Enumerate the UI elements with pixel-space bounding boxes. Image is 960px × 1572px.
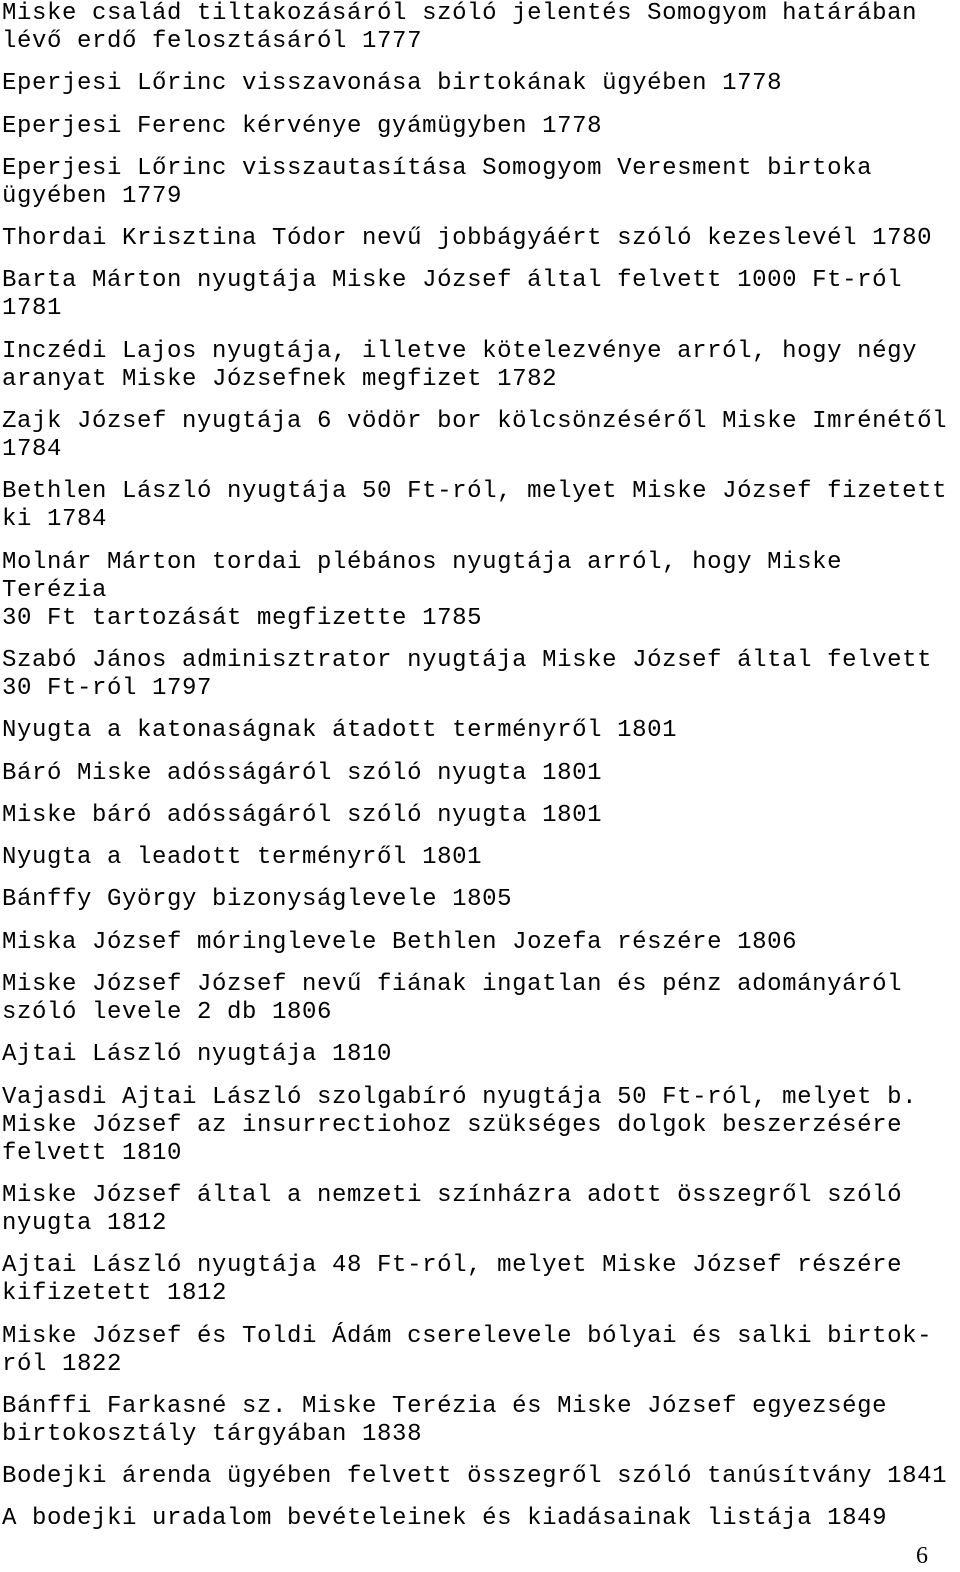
document-entry: Thordai Krisztina Tódor nevű jobbágyáért szóló kezeslevél 1780 xyxy=(2,225,933,253)
document-entry-list xyxy=(2,0,958,1548)
page-number: 6 xyxy=(916,1543,928,1569)
document-entry: Nyugta a leadott terményről 1801 xyxy=(2,844,483,872)
document-entry: Miske báró adósságáról szóló nyugta 1801 xyxy=(2,801,603,829)
document-entry: Bethlen László nyugtája 50 Ft-ról, melyet Miske József fizetett ki 1784 xyxy=(2,478,948,534)
document-entry: Inczédi Lajos nyugtája, illetve kötelezvénye arról, hogy négy aranyat Miske Józsefnek megfizet 1782 xyxy=(2,337,918,393)
document-entry: Báró Miske adósságáról szóló nyugta 1801 xyxy=(2,759,603,787)
document-entry: Molnár Márton tordai plébános nyugtája arról, hogy Miske Terézia 30 Ft tartozását megfizette 1785 xyxy=(2,548,843,632)
document-entry: Ajtai László nyugtája 48 Ft-ról, melyet Miske József részére kifizetett 1812 xyxy=(2,1252,903,1308)
document-entry: Miske József és Toldi Ádám cserelevele bólyai és salki birtok- ról 1822 xyxy=(2,1322,933,1378)
document-entry: Szabó János adminisztrator nyugtája Miske József által felvett 30 Ft-ról 1797 xyxy=(2,646,933,702)
document-entry: Vajasdi Ajtai László szolgabíró nyugtája 50 Ft-ról, melyet b. Miske József az insurrectiohoz szükséges dolgok beszerzésére felvett 1810 xyxy=(2,1083,918,1167)
document-entry: A bodejki uradalom bevételeinek és kiadásainak listája 1849 xyxy=(2,1505,888,1533)
document-entry: Bánffi Farkasné sz. Miske Terézia és Miske József egyezsége birtokosztály tárgyában 1838 xyxy=(2,1392,888,1448)
document-entry: Zajk József nyugtája 6 vödör bor kölcsönzéséről Miske Imrénétől 1784 xyxy=(2,408,948,464)
document-entry: Miske család tiltakozásáról szóló jelentés Somogyom határában lévő erdő felosztásáról 1777 xyxy=(2,0,918,55)
document-entry: Eperjesi Lőrinc visszautasítása Somogyom Veresment birtoka ügyében 1779 xyxy=(2,154,873,210)
document-entry: Bodejki árenda ügyében felvett összegről szóló tanúsítvány 1841 xyxy=(2,1463,948,1491)
document-entry: Eperjesi Lőrinc visszavonása birtokának ügyében 1778 xyxy=(2,70,783,98)
document-entry: Miske József által a nemzeti színházra adott összegről szóló nyugta 1812 xyxy=(2,1181,903,1237)
document-entry: Eperjesi Ferenc kérvénye gyámügyben 1778 xyxy=(2,112,603,140)
document-entry: Miske József József nevű fiának ingatlan és pénz adományáról szóló levele 2 db 1806 xyxy=(2,971,903,1027)
document-entry: Nyugta a katonaságnak átadott terményről 1801 xyxy=(2,717,678,745)
document-entry: Miska József móringlevele Bethlen Jozefa részére 1806 xyxy=(2,928,798,956)
document-entry: Ajtai László nyugtája 1810 xyxy=(2,1041,393,1069)
document-entry: Bánffy György bizonyságlevele 1805 xyxy=(2,886,513,914)
document-entry: Barta Márton nyugtája Miske József által felvett 1000 Ft-ról 1781 xyxy=(2,267,903,323)
